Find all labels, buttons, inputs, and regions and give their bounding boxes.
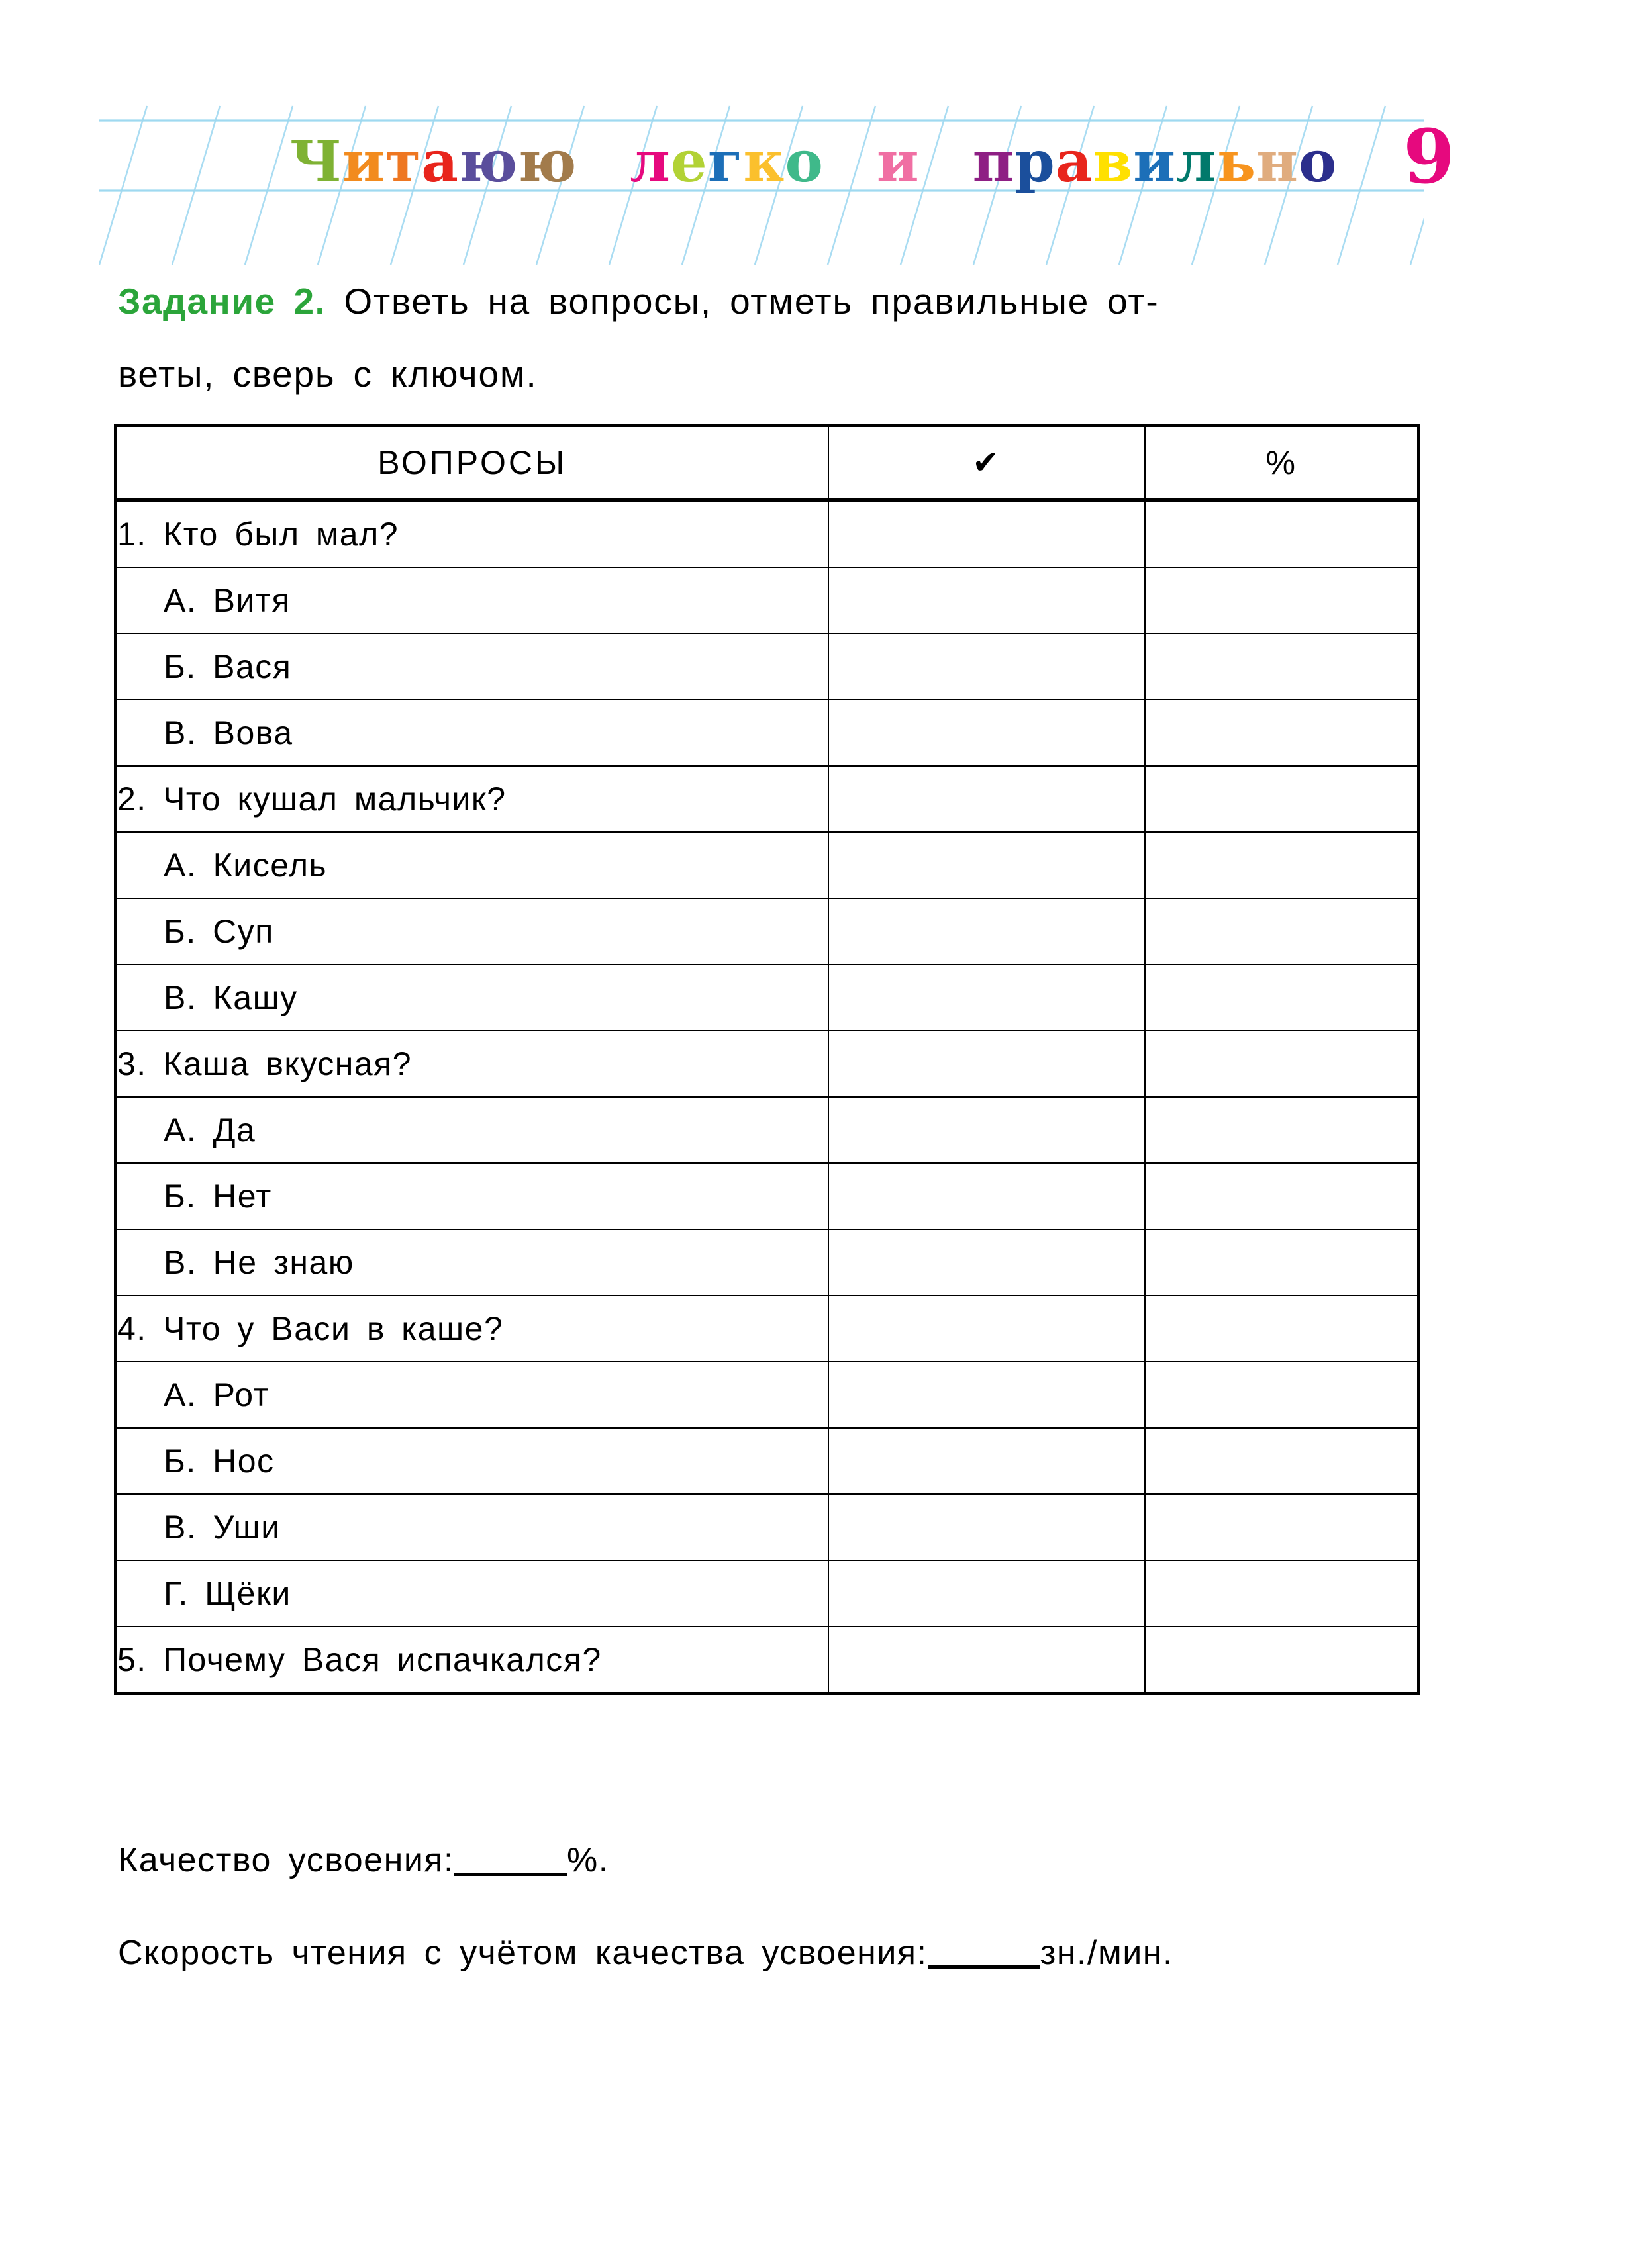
- answer-option-cell: В. Не знаю: [116, 1229, 828, 1296]
- answer-option-cell: Г. Щёки: [116, 1560, 828, 1627]
- checkmark-cell[interactable]: [828, 766, 1145, 832]
- questions-answer-table: [114, 424, 1420, 1695]
- table-row: [116, 1627, 1419, 1694]
- percent-cell[interactable]: [1145, 567, 1419, 634]
- answer-option-cell: В. Вова: [116, 700, 828, 766]
- checkmark-cell[interactable]: [828, 1494, 1145, 1560]
- notebook-ruling-decoration: [99, 93, 1424, 265]
- quality-label: Качество усвоения:: [118, 1841, 454, 1879]
- table-header-row: [116, 426, 1419, 500]
- checkmark-cell[interactable]: [828, 1627, 1145, 1694]
- table-row: [116, 1560, 1419, 1627]
- question-cell: 4. Что у Васи в каше?: [116, 1296, 828, 1362]
- table-row: [116, 1097, 1419, 1163]
- checkmark-cell[interactable]: [828, 700, 1145, 766]
- title-word-pravilno: правильно: [972, 128, 1338, 195]
- table-row: [116, 567, 1419, 634]
- reading-speed-field-row: [118, 1933, 1515, 1973]
- reading-speed-blank-input[interactable]: [928, 1936, 1040, 1969]
- task-instruction: [118, 265, 1515, 410]
- table-row: [116, 1296, 1419, 1362]
- checkmark-cell[interactable]: [828, 634, 1145, 700]
- percent-cell[interactable]: [1145, 500, 1419, 568]
- title-word-chitayu: Читаюю: [289, 128, 577, 195]
- checkmark-cell[interactable]: [828, 1362, 1145, 1428]
- percent-cell[interactable]: [1145, 1560, 1419, 1627]
- percent-cell[interactable]: [1145, 1494, 1419, 1560]
- table-row: [116, 832, 1419, 898]
- checkmark-cell[interactable]: [828, 1428, 1145, 1494]
- reading-speed-unit: зн./мин.: [1040, 1934, 1173, 1972]
- percent-cell[interactable]: [1145, 700, 1419, 766]
- percent-cell[interactable]: [1145, 766, 1419, 832]
- page-number: 9: [1403, 114, 1455, 201]
- table-row: [116, 1031, 1419, 1097]
- title-word-i: и: [876, 128, 920, 195]
- percent-cell[interactable]: [1145, 1229, 1419, 1296]
- question-cell: 2. Что кушал мальчик?: [116, 766, 828, 832]
- percent-cell[interactable]: [1145, 1097, 1419, 1163]
- checkmark-cell[interactable]: [828, 1031, 1145, 1097]
- checkmark-cell[interactable]: [828, 1560, 1145, 1627]
- question-cell: 1. Кто был мал?: [116, 500, 828, 568]
- title-word-legko: легко: [630, 128, 824, 195]
- table-row: [116, 1494, 1419, 1560]
- answer-option-cell: Б. Нос: [116, 1428, 828, 1494]
- answer-option-cell: А. Рот: [116, 1362, 828, 1428]
- checkmark-cell[interactable]: [828, 965, 1145, 1031]
- table-row: [116, 500, 1419, 568]
- percent-cell[interactable]: [1145, 1428, 1419, 1494]
- column-header-percent: %: [1145, 426, 1419, 500]
- checkmark-cell[interactable]: [828, 898, 1145, 965]
- task-label: Задание 2.: [118, 281, 326, 322]
- table-row: [116, 898, 1419, 965]
- task-text-line-1: Ответь на вопросы, отметь правильные от-: [344, 281, 1159, 322]
- percent-cell[interactable]: [1145, 1362, 1419, 1428]
- answer-option-cell: А. Да: [116, 1097, 828, 1163]
- checkmark-cell[interactable]: [828, 567, 1145, 634]
- answer-option-cell: А. Витя: [116, 567, 828, 634]
- page-header: [0, 0, 1627, 265]
- answer-option-cell: Б. Вася: [116, 634, 828, 700]
- table-row: [116, 766, 1419, 832]
- checkmark-cell[interactable]: [828, 1229, 1145, 1296]
- table-row: [116, 1362, 1419, 1428]
- answer-option-cell: В. Уши: [116, 1494, 828, 1560]
- checkmark-cell[interactable]: [828, 832, 1145, 898]
- question-cell: 5. Почему Вася испачкался?: [116, 1627, 828, 1694]
- percent-cell[interactable]: [1145, 634, 1419, 700]
- percent-cell[interactable]: [1145, 1296, 1419, 1362]
- reading-speed-label: Скорость чтения с учётом качества усвоения:: [118, 1934, 928, 1972]
- answer-option-cell: А. Кисель: [116, 832, 828, 898]
- column-header-questions: ВОПРОСЫ: [116, 426, 828, 500]
- table-body: [116, 500, 1419, 1694]
- table-row: [116, 700, 1419, 766]
- answer-option-cell: Б. Нет: [116, 1163, 828, 1229]
- percent-cell[interactable]: [1145, 898, 1419, 965]
- percent-cell[interactable]: [1145, 965, 1419, 1031]
- footer-fields: [118, 1840, 1515, 2026]
- quality-field-row: [118, 1840, 1515, 1880]
- quality-blank-input[interactable]: [454, 1844, 567, 1876]
- question-cell: 3. Каша вкусная?: [116, 1031, 828, 1097]
- percent-cell[interactable]: [1145, 1163, 1419, 1229]
- table-row: [116, 1229, 1419, 1296]
- answer-option-cell: Б. Суп: [116, 898, 828, 965]
- percent-cell[interactable]: [1145, 1627, 1419, 1694]
- table-row: [116, 634, 1419, 700]
- checkmark-icon: ✔: [828, 426, 1145, 500]
- checkmark-cell[interactable]: [828, 1296, 1145, 1362]
- checkmark-cell[interactable]: [828, 1097, 1145, 1163]
- checkmark-cell[interactable]: [828, 1163, 1145, 1229]
- table-row: [116, 1163, 1419, 1229]
- percent-cell[interactable]: [1145, 832, 1419, 898]
- table-row: [116, 1428, 1419, 1494]
- quality-unit: %.: [566, 1841, 609, 1879]
- task-text-line-2: веты, сверь с ключом.: [118, 354, 538, 395]
- table-row: [116, 965, 1419, 1031]
- percent-cell[interactable]: [1145, 1031, 1419, 1097]
- checkmark-cell[interactable]: [828, 500, 1145, 568]
- answer-option-cell: В. Кашу: [116, 965, 828, 1031]
